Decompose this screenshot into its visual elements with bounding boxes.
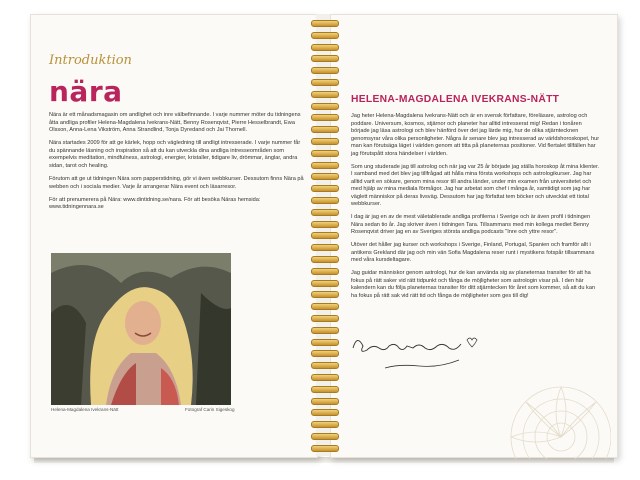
binding-ring xyxy=(311,409,339,416)
binding-ring xyxy=(311,268,339,275)
left-page xyxy=(30,14,318,458)
binding-ring xyxy=(311,150,339,157)
page-title: HELENA-MAGDALENA IVEKRANS-NÄTT xyxy=(351,94,560,105)
paragraph: Jag guidar människor genom astrologi, hur de kan använda sig av planeternas transiter för att ha fokus på rätt saker vid rätt tidpunkt och fånga de möjligheter som astrologin visar på. I den här kalendern kan du följa planeternas transiter för ditt stjärntecken för året som kommer, så att du kan ha fokus på rätt sak vid rätt tid och fånga de möjligheter som ges till dig! xyxy=(351,270,596,299)
binding-ring xyxy=(311,44,339,51)
paragraph: Som ung studerade jag till astrolog och när jag var 25 år började jag ställa horoskop åt mina klienter. I samband med det blev jag tillfrågad att hålla mina första workshops och astrologikurser. Jag har alltid varit en sökare, genom mina resor till andra länder, under min examen från universitetet och med hjälp av mina mediala förmågor. Jag har arbetat som chef i många år, samtidigt som jag har väglett människor på deras livsväg. Dessutom har jag författat tem böcker och utvecklat ett tiotal webbkurser. xyxy=(351,163,600,207)
binding-ring xyxy=(311,256,339,263)
right-page xyxy=(330,14,618,458)
binding-ring xyxy=(311,232,339,239)
section-label: Introduktion xyxy=(49,53,132,68)
binding-ring xyxy=(311,445,339,452)
binding-ring xyxy=(311,303,339,310)
binding-ring xyxy=(311,291,339,298)
binding-ring xyxy=(311,162,339,169)
binding-ring xyxy=(311,114,339,121)
binding-ring xyxy=(311,91,339,98)
binding-ring xyxy=(311,433,339,440)
paragraph: För att prenumerera på Nära: www.dintidning.se/nara. För att besöka Näras hemsida: www.tidningennara.se xyxy=(49,196,261,211)
paragraph: I dag är jag en av de mest väletablerade andliga profilerna i Sverige och är även profil i tidningen Nära sedan tio år. Jag skriver även i tidningen Tara. Tillsammans med min kollega mediet Benny Rosenqvist driver jag en av Sveriges största andliga podcasts "Inre och yttre resor". xyxy=(351,214,591,235)
binding-ring xyxy=(311,327,339,334)
intro-text xyxy=(49,112,305,218)
binding-ring xyxy=(311,280,339,287)
photo-credit: Fotograf Carin Sigeskog xyxy=(185,407,235,412)
magazine-logo: nära xyxy=(49,75,123,108)
binding-ring xyxy=(311,209,339,216)
paragraph: Förutom att ge ut tidningen Nära som papperstidning, gör vi även webbkurser. Dessutom finns Nära på webben och i sociala medier. Varje år arrangerar Nära event och läsarresor. xyxy=(49,176,304,190)
binding-ring xyxy=(311,126,339,133)
binding-ring xyxy=(311,386,339,393)
binding-ring xyxy=(311,55,339,62)
binding-ring xyxy=(311,173,339,180)
binding-ring xyxy=(311,138,339,145)
paragraph: Utöver det håller jag kurser och workshops i Sverige, Finland, Portugal, Spanien och framför allt i antikens Grekland där jag och min vän Sofia Magdalena reser runt i mystikens fotspår tillsammans med våra kursdeltagare. xyxy=(351,242,595,263)
bio-text xyxy=(351,113,601,306)
binding-ring xyxy=(311,421,339,428)
binding-ring xyxy=(311,197,339,204)
binding-ring xyxy=(311,103,339,110)
binding-ring xyxy=(311,221,339,228)
author-photo xyxy=(51,253,231,405)
paragraph: Nära startades 2009 för att ge kärlek, hopp och vägledning till andligt intresserade. I varje nummer får du spännande läsning och inspiration så att du kan utveckla dina andliga intresseområden som exempelvis meditation, mindfulness, astrologi, energier, kristaller, tidigare liv, drömmar, änglar, andra sidan, tarot och healing. xyxy=(49,140,301,170)
binding-ring xyxy=(311,374,339,381)
binding-ring xyxy=(311,185,339,192)
paragraph: Nära är ett månadsmagasin om andlighet och inre välbefinnande. I varje nummer möter du tidningens åtta andliga profiler Helena-Magdalena Ivekrans-Nätt, Benny Rosenqvist, Pierre Hesselbrandt, Ewa Olsson, Anna-Lena Vikström, Anna Strandlind, Tonja Dyredand och Jai Thornell. xyxy=(49,112,301,134)
handwritten-signature xyxy=(349,330,489,379)
binding-ring xyxy=(311,315,339,322)
binding-ring xyxy=(311,32,339,39)
binding-ring xyxy=(311,398,339,405)
binding-ring xyxy=(311,339,339,346)
paragraph: Jag heter Helena-Magdalena Ivekrans-Nätt och är en svensk författare, föreläsare, astrolog och poddare. Universum, kosmos, stjärnor och planeter har alltid intresserat mig! Redan i tonåren började jag läsa astrologi och blev hänförd över det jag lärde mig, hur de olika stjärntecknen genomsyrar våra olika personligheter. Några år senare blev jag intresserad av världshoroskopet, hur man kan förutsäga läget i världen genom att titta på planeternas positioner. Vid flertalet tillfällen har jag förutspått stora händelser i världen. xyxy=(351,113,600,157)
binding-ring xyxy=(311,350,339,357)
binding-ring xyxy=(311,67,339,74)
photo-caption: Helena-Magdalena Ivekrans-Nätt xyxy=(51,407,119,412)
binding-ring xyxy=(311,244,339,251)
binding-ring xyxy=(311,362,339,369)
mandala-ornament-icon xyxy=(491,367,611,464)
binding-ring xyxy=(311,79,339,86)
binding-ring xyxy=(311,20,339,27)
